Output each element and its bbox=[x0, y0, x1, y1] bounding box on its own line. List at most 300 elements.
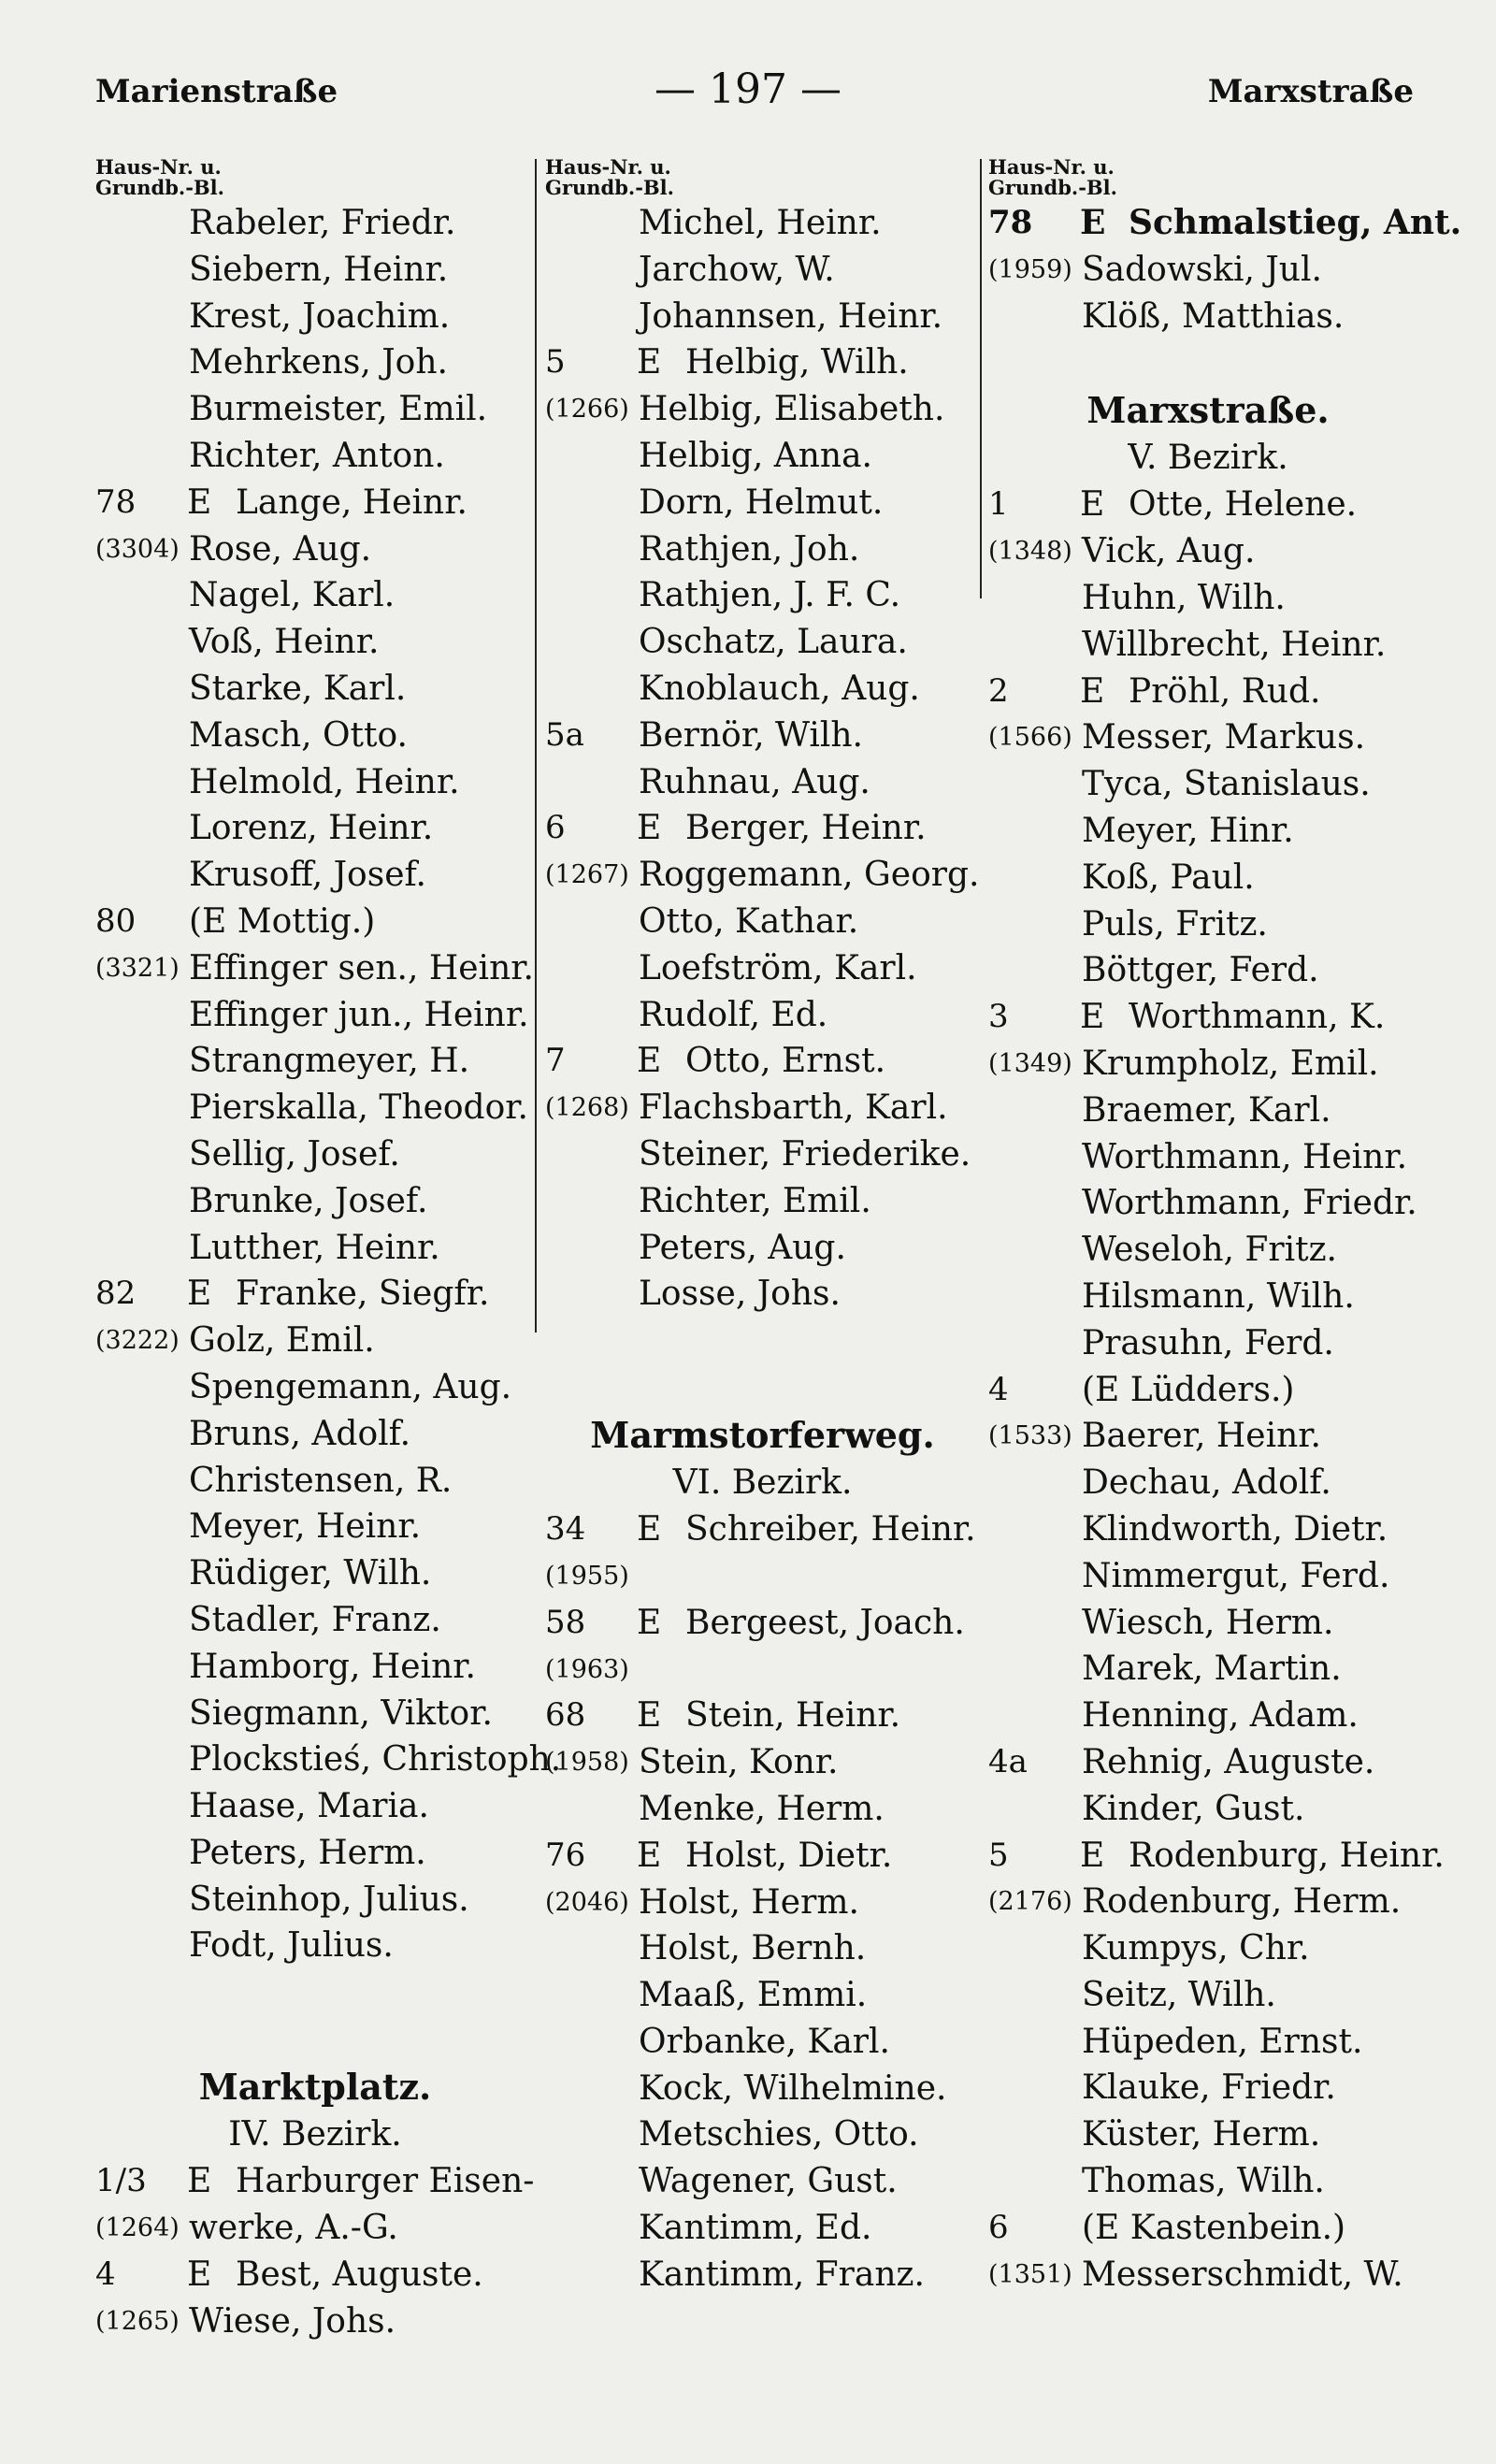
owner-marker: E bbox=[1080, 203, 1106, 242]
resident-name: Rudolf, Ed. bbox=[639, 995, 828, 1034]
resident-name: Prasuhn, Ferd. bbox=[1082, 1323, 1334, 1362]
directory-entry bbox=[988, 2065, 1428, 2111]
directory-entry bbox=[545, 1178, 980, 1225]
resident-name: Loefström, Karl. bbox=[639, 948, 917, 987]
directory-entry bbox=[988, 1320, 1428, 1367]
owner-marker: E bbox=[637, 809, 662, 848]
resident-name: Best, Auguste. bbox=[236, 2255, 483, 2294]
directory-entry bbox=[545, 1038, 980, 1085]
directory-entry bbox=[988, 808, 1428, 855]
directory-entry bbox=[95, 899, 535, 945]
land-register-number: (2176) bbox=[988, 1887, 1072, 1917]
land-register-number: (1348) bbox=[988, 537, 1072, 567]
land-register-number: (3222) bbox=[95, 1326, 180, 1356]
directory-entry bbox=[988, 1413, 1428, 1460]
resident-name: Braemer, Karl. bbox=[1082, 1090, 1331, 1130]
entry-list bbox=[545, 1506, 980, 2298]
resident-name: Effinger jun., Heinr. bbox=[189, 995, 529, 1034]
directory-entry bbox=[545, 1833, 980, 1880]
resident-name: Otte, Helene. bbox=[1129, 485, 1358, 525]
resident-name: (E Mottig.) bbox=[189, 901, 376, 941]
resident-name: Rodenburg, Herm. bbox=[1082, 1882, 1402, 1922]
directory-entry bbox=[95, 339, 535, 386]
resident-name: Holst, Bernh. bbox=[639, 1929, 867, 1968]
directory-entry bbox=[95, 1085, 535, 1131]
owner-marker: E bbox=[1080, 998, 1105, 1037]
resident-name: Rathjen, Joh. bbox=[639, 529, 860, 569]
directory-entry bbox=[988, 482, 1428, 528]
column-rule-2 bbox=[980, 159, 982, 598]
directory-entry bbox=[545, 1786, 980, 1833]
resident-name: Worthmann, K. bbox=[1129, 998, 1386, 1037]
directory-entry bbox=[988, 761, 1428, 808]
house-number: 82 bbox=[95, 1275, 137, 1313]
house-number: 34 bbox=[545, 1510, 586, 1549]
resident-name: Siebern, Heinr. bbox=[189, 250, 449, 289]
directory-entry bbox=[95, 2205, 535, 2252]
directory-entry bbox=[545, 526, 980, 573]
resident-name: Krusoff, Josef. bbox=[189, 856, 426, 895]
directory-entry bbox=[95, 666, 535, 713]
resident-name: Siegmann, Viktor. bbox=[189, 1693, 493, 1733]
resident-name: Seitz, Wilh. bbox=[1082, 1975, 1276, 2014]
resident-name: Menke, Herm. bbox=[639, 1789, 885, 1828]
directory-entry bbox=[95, 1458, 535, 1505]
land-register-number: (1265) bbox=[95, 2306, 180, 2336]
resident-name: Golz, Emil. bbox=[189, 1321, 375, 1361]
directory-entry bbox=[988, 1506, 1428, 1553]
directory-entry bbox=[988, 855, 1428, 901]
resident-name: Peters, Aug. bbox=[639, 1228, 846, 1267]
house-number: 4 bbox=[95, 2255, 116, 2293]
running-head-left: Marienstraße bbox=[95, 73, 338, 110]
resident-name: Masch, Otto. bbox=[189, 715, 408, 755]
resident-name: Henning, Adam. bbox=[1082, 1696, 1359, 1736]
owner-marker: E bbox=[637, 343, 662, 382]
directory-entry bbox=[95, 1830, 535, 1877]
directory-entry bbox=[95, 1271, 535, 1318]
owner-marker: E bbox=[1080, 671, 1105, 711]
directory-entry bbox=[95, 2298, 535, 2345]
resident-name: Maaß, Emmi. bbox=[639, 1976, 868, 2015]
entry-list bbox=[95, 2158, 535, 2344]
house-number: 5 bbox=[545, 343, 566, 382]
directory-entry bbox=[545, 1225, 980, 1272]
directory-entry bbox=[988, 669, 1428, 715]
directory-entry bbox=[95, 200, 535, 247]
house-number: 68 bbox=[545, 1696, 586, 1735]
resident-name: Messerschmidt, W. bbox=[1082, 2255, 1403, 2294]
owner-marker: E bbox=[187, 2255, 212, 2294]
resident-name: Worthmann, Heinr. bbox=[1082, 1137, 1408, 1176]
directory-entry bbox=[545, 1925, 980, 1972]
directory-entry bbox=[988, 1972, 1428, 2019]
directory-entry bbox=[988, 575, 1428, 622]
directory-entry bbox=[95, 1923, 535, 1969]
directory-entry bbox=[988, 1367, 1428, 1414]
column-1 bbox=[95, 155, 562, 2344]
directory-entry bbox=[95, 1736, 562, 1783]
directory-entry bbox=[545, 2205, 980, 2252]
resident-name: Klöß, Matthias. bbox=[1082, 296, 1345, 336]
resident-name: Losse, Johs. bbox=[639, 1275, 841, 1314]
resident-name: Voß, Heinr. bbox=[189, 623, 380, 662]
directory-entry bbox=[545, 247, 980, 294]
resident-name: Rathjen, J. F. C. bbox=[639, 576, 901, 615]
resident-name: Sadowski, Jul. bbox=[1082, 250, 1322, 289]
resident-name: Lorenz, Heinr. bbox=[189, 809, 434, 848]
directory-entry bbox=[545, 2066, 980, 2112]
land-register-number: (2046) bbox=[545, 1887, 629, 1917]
directory-entry bbox=[545, 619, 980, 666]
owner-marker: E bbox=[1080, 485, 1105, 525]
resident-name: Hilsmann, Wilh. bbox=[1082, 1276, 1355, 1316]
directory-entry bbox=[95, 1597, 535, 1644]
directory-entry bbox=[95, 1644, 535, 1691]
column-3 bbox=[988, 155, 1462, 2298]
street-title: Marmstorferweg. bbox=[590, 1414, 935, 1457]
directory-entry bbox=[988, 1460, 1428, 1506]
resident-name: Wiesch, Herm. bbox=[1082, 1603, 1334, 1642]
directory-entry bbox=[545, 945, 980, 992]
resident-name: Roggemann, Georg. bbox=[639, 856, 980, 895]
directory-entry bbox=[545, 1739, 980, 1786]
resident-name: Worthmann, Friedr. bbox=[1082, 1184, 1417, 1223]
house-number: 76 bbox=[545, 1836, 586, 1874]
resident-name: Lange, Heinr. bbox=[236, 483, 468, 522]
resident-name: Thomas, Wilh. bbox=[1082, 2162, 1325, 2201]
land-register-number: (1959) bbox=[988, 254, 1072, 284]
directory-entry bbox=[988, 1739, 1428, 1786]
resident-name: Fodt, Julius. bbox=[189, 1926, 394, 1966]
page-number: — 197 — bbox=[654, 65, 842, 113]
resident-name: Helbig, Wilh. bbox=[685, 343, 909, 382]
resident-name: Bergeest, Joach. bbox=[685, 1603, 965, 1642]
resident-name: Knoblauch, Aug. bbox=[639, 669, 920, 708]
house-number: 4a bbox=[988, 1742, 1028, 1780]
directory-entry bbox=[988, 1274, 1428, 1320]
directory-entry bbox=[545, 339, 980, 386]
directory-entry bbox=[95, 1783, 535, 1830]
directory-entry bbox=[988, 622, 1428, 669]
resident-name: Steinhop, Julius. bbox=[189, 1880, 469, 1919]
resident-name: Otto, Ernst. bbox=[685, 1042, 886, 1081]
directory-entry bbox=[95, 2252, 535, 2298]
directory-entry bbox=[95, 759, 535, 806]
district-label: IV. Bezirk. bbox=[228, 2115, 402, 2154]
owner-marker: E bbox=[637, 1696, 662, 1736]
resident-name: Schmalstieg, Ant. bbox=[1129, 203, 1462, 242]
directory-entry bbox=[545, 1693, 980, 1739]
land-register-number: (1566) bbox=[988, 723, 1072, 753]
land-register-number: (1349) bbox=[988, 1048, 1072, 1078]
resident-name: Haase, Maria. bbox=[189, 1787, 429, 1826]
resident-name: Klauke, Friedr. bbox=[1082, 2068, 1336, 2108]
house-number: 1 bbox=[988, 485, 1009, 524]
resident-name: Otto, Kathar. bbox=[639, 901, 859, 941]
land-register-number: (1533) bbox=[988, 1421, 1072, 1451]
directory-entry bbox=[95, 247, 535, 294]
directory-entry bbox=[545, 2111, 980, 2158]
directory-entry bbox=[95, 1225, 535, 1272]
directory-entry bbox=[545, 1600, 980, 1647]
land-register-number: (1264) bbox=[95, 2213, 180, 2243]
resident-name: Pröhl, Rud. bbox=[1129, 671, 1321, 711]
resident-name: Burmeister, Emil. bbox=[189, 390, 488, 429]
resident-name: Vick, Aug. bbox=[1082, 532, 1256, 571]
directory-entry bbox=[988, 247, 1428, 294]
house-number: 6 bbox=[545, 809, 566, 847]
directory-entry bbox=[545, 200, 980, 247]
directory-entry bbox=[988, 1088, 1428, 1134]
resident-name: Peters, Herm. bbox=[189, 1833, 426, 1872]
directory-entry bbox=[95, 852, 535, 899]
resident-name: Rüdiger, Wilh. bbox=[189, 1554, 432, 1593]
resident-name: Rose, Aug. bbox=[189, 529, 372, 569]
directory-entry bbox=[545, 1506, 980, 1553]
directory-entry bbox=[545, 1880, 980, 1926]
owner-marker: E bbox=[637, 1510, 662, 1549]
directory-entry bbox=[95, 572, 535, 619]
resident-name: Meyer, Hinr. bbox=[1082, 811, 1294, 850]
directory-entry bbox=[545, 2019, 980, 2066]
resident-name: Dechau, Adolf. bbox=[1082, 1463, 1331, 1503]
resident-name: Koß, Paul. bbox=[1082, 857, 1255, 897]
resident-name: Huhn, Wilh. bbox=[1082, 578, 1286, 617]
owner-marker: E bbox=[187, 2162, 212, 2201]
resident-name: Hamborg, Heinr. bbox=[189, 1647, 476, 1686]
directory-entry bbox=[545, 572, 980, 619]
directory-entry bbox=[95, 1318, 535, 1364]
directory-entry bbox=[95, 713, 535, 759]
owner-marker: E bbox=[637, 1836, 662, 1875]
resident-name: Berger, Heinr. bbox=[685, 809, 927, 848]
resident-name: Pierskalla, Theodor. bbox=[189, 1088, 528, 1128]
page-header bbox=[0, 65, 1496, 122]
directory-entry bbox=[545, 1553, 980, 1600]
land-register-number: (1266) bbox=[545, 395, 629, 425]
resident-name: Baerer, Heinr. bbox=[1082, 1417, 1321, 1456]
resident-name: Nagel, Karl. bbox=[189, 576, 396, 615]
resident-name: Michel, Heinr. bbox=[639, 204, 882, 242]
directory-entry bbox=[545, 1972, 980, 2019]
directory-entry bbox=[545, 805, 980, 852]
resident-name: Christensen, R. bbox=[189, 1461, 453, 1500]
house-number: 6 bbox=[988, 2208, 1009, 2246]
resident-name: Rehnig, Auguste. bbox=[1082, 1742, 1375, 1781]
directory-entry bbox=[545, 1271, 980, 1318]
resident-name: Starke, Karl. bbox=[189, 669, 407, 708]
directory-entry bbox=[988, 947, 1428, 994]
resident-name: Stein, Konr. bbox=[639, 1743, 839, 1782]
directory-entry bbox=[988, 901, 1428, 948]
directory-entry bbox=[95, 2158, 535, 2205]
directory-entry bbox=[988, 1041, 1428, 1088]
entry-list bbox=[545, 200, 980, 1318]
resident-name: Holst, Dietr. bbox=[685, 1836, 893, 1875]
directory-entry bbox=[95, 1504, 535, 1550]
resident-name: Meyer, Heinr. bbox=[189, 1507, 422, 1547]
directory-entry bbox=[545, 759, 980, 806]
directory-entry bbox=[545, 852, 980, 899]
directory-entry bbox=[988, 1879, 1428, 1925]
owner-marker: E bbox=[187, 483, 212, 522]
resident-name: Steiner, Friederike. bbox=[639, 1134, 971, 1174]
directory-entry bbox=[95, 992, 535, 1039]
resident-name: Effinger sen., Heinr. bbox=[189, 948, 534, 987]
directory-entry bbox=[545, 294, 980, 340]
house-number: 5 bbox=[988, 1836, 1009, 1874]
directory-entry bbox=[988, 994, 1428, 1041]
directory-entry bbox=[95, 480, 535, 526]
land-register-number: (1268) bbox=[545, 1093, 629, 1123]
directory-entry bbox=[988, 714, 1428, 761]
resident-name: Strangmeyer, H. bbox=[189, 1042, 470, 1081]
owner-marker: E bbox=[637, 1042, 662, 1081]
directory-entry bbox=[988, 1925, 1428, 1972]
resident-name: Richter, Emil. bbox=[639, 1181, 871, 1220]
directory-entry bbox=[988, 2205, 1428, 2252]
resident-name: Sellig, Josef. bbox=[189, 1134, 400, 1174]
resident-name: Schreiber, Heinr. bbox=[685, 1510, 976, 1549]
directory-entry bbox=[988, 2111, 1428, 2158]
directory-entry bbox=[988, 1646, 1428, 1693]
resident-name: Flachsbarth, Karl. bbox=[639, 1088, 948, 1128]
column-heading: Haus-Nr. u. Grundb.-Bl. bbox=[545, 155, 674, 199]
directory-entry bbox=[988, 1227, 1428, 1274]
resident-name: Bernör, Wilh. bbox=[639, 715, 863, 755]
house-number: 3 bbox=[988, 998, 1009, 1036]
directory-entry bbox=[95, 1550, 535, 1597]
resident-name: Johannsen, Heinr. bbox=[639, 296, 943, 336]
house-number: 7 bbox=[545, 1042, 566, 1080]
directory-entry bbox=[988, 2019, 1428, 2066]
resident-name: Helbig, Anna. bbox=[639, 436, 872, 475]
resident-name: Küster, Herm. bbox=[1082, 2115, 1321, 2154]
entry-list bbox=[95, 200, 562, 1969]
directory-entry bbox=[95, 294, 535, 340]
resident-name: Helbig, Elisabeth. bbox=[639, 390, 945, 429]
directory-entry bbox=[545, 2158, 980, 2205]
resident-name: Dorn, Helmut. bbox=[639, 483, 884, 522]
directory-entry bbox=[988, 2252, 1428, 2298]
directory-entry bbox=[95, 1691, 535, 1737]
owner-marker: E bbox=[187, 1275, 212, 1314]
column-rule-1 bbox=[535, 159, 537, 1333]
directory-entry bbox=[95, 1131, 535, 1178]
district-label: VI. Bezirk. bbox=[672, 1463, 853, 1503]
resident-name: Kock, Wilhelmine. bbox=[639, 2068, 947, 2108]
resident-name: Messer, Markus. bbox=[1082, 718, 1366, 757]
resident-name: Puls, Fritz. bbox=[1082, 904, 1268, 944]
land-register-number: (1963) bbox=[545, 1654, 629, 1684]
street-title: Marxstraße. bbox=[1086, 389, 1330, 432]
owner-marker: E bbox=[637, 1603, 662, 1642]
resident-name: Brunke, Josef. bbox=[189, 1181, 428, 1220]
resident-name: (E Kastenbein.) bbox=[1082, 2208, 1346, 2247]
directory-entry bbox=[988, 2158, 1428, 2205]
directory-entry bbox=[95, 433, 535, 480]
directory-entry bbox=[95, 1038, 535, 1085]
column-2 bbox=[545, 157, 980, 2298]
resident-name: Helmold, Heinr. bbox=[189, 762, 460, 801]
resident-name: Weseloh, Fritz. bbox=[1082, 1231, 1337, 1270]
directory-entry bbox=[545, 1647, 980, 1693]
resident-name: Orbanke, Karl. bbox=[639, 2022, 890, 2061]
resident-name: Wiese, Johs. bbox=[189, 2301, 396, 2341]
resident-name: Mehrkens, Joh. bbox=[189, 343, 448, 382]
land-register-number: (1955) bbox=[545, 1561, 629, 1591]
resident-name: Marek, Martin. bbox=[1082, 1650, 1342, 1689]
directory-entry bbox=[988, 1134, 1428, 1181]
directory-entry bbox=[988, 1833, 1445, 1880]
directory-entry bbox=[988, 1600, 1428, 1647]
house-number: 4 bbox=[988, 1370, 1009, 1408]
resident-name: Bruns, Adolf. bbox=[189, 1414, 411, 1453]
resident-name: Kinder, Gust. bbox=[1082, 1789, 1305, 1828]
directory-entry bbox=[988, 1693, 1428, 1739]
resident-name: Kumpys, Chr. bbox=[1082, 1929, 1310, 1968]
resident-name: Kantimm, Ed. bbox=[639, 2209, 872, 2248]
resident-name: Oschatz, Laura. bbox=[639, 623, 908, 662]
resident-name: Ruhnau, Aug. bbox=[639, 762, 870, 801]
entry-list bbox=[988, 482, 1445, 2298]
entry-list bbox=[988, 200, 1462, 339]
land-register-number: (3321) bbox=[95, 953, 180, 983]
owner-marker: E bbox=[1080, 1836, 1105, 1875]
directory-entry bbox=[95, 1178, 535, 1225]
resident-name: Rabeler, Friedr. bbox=[189, 204, 456, 242]
directory-entry bbox=[545, 433, 980, 480]
directory-entry bbox=[95, 386, 535, 433]
house-number: 78 bbox=[95, 483, 137, 521]
directory-entry bbox=[95, 1411, 535, 1458]
resident-name: Stein, Heinr. bbox=[685, 1696, 901, 1736]
directory-entry bbox=[95, 1877, 535, 1924]
resident-name: Klindworth, Dietr. bbox=[1082, 1509, 1388, 1549]
column-heading: Haus-Nr. u. Grundb.-Bl. bbox=[988, 155, 1117, 199]
land-register-number: (1267) bbox=[545, 860, 629, 890]
directory-entry bbox=[988, 528, 1428, 575]
resident-name: Metschies, Otto. bbox=[639, 2115, 919, 2154]
district-label: V. Bezirk. bbox=[1128, 439, 1288, 478]
running-head-right: Marxstraße bbox=[1207, 73, 1414, 110]
house-number: 58 bbox=[545, 1603, 586, 1641]
resident-name: Wagener, Gust. bbox=[639, 2162, 898, 2201]
directory-entry bbox=[545, 1085, 980, 1131]
land-register-number: (1351) bbox=[988, 2259, 1072, 2289]
resident-name: Rodenburg, Heinr. bbox=[1129, 1836, 1445, 1875]
directory-entry bbox=[988, 1786, 1428, 1833]
resident-name: Plockstieś, Christoph. bbox=[189, 1740, 562, 1780]
directory-entry bbox=[545, 713, 980, 759]
directory-entry bbox=[545, 899, 980, 945]
house-number: 1/3 bbox=[95, 2162, 147, 2200]
street-title: Marktplatz. bbox=[198, 2066, 432, 2109]
resident-name: (E Lüdders.) bbox=[1082, 1370, 1295, 1409]
directory-entry bbox=[545, 480, 980, 526]
resident-name: Krumpholz, Emil. bbox=[1082, 1044, 1379, 1083]
resident-name: Holst, Herm. bbox=[639, 1882, 859, 1922]
directory-entry bbox=[545, 992, 980, 1039]
land-register-number: (3304) bbox=[95, 534, 180, 564]
resident-name: Hüpeden, Ernst. bbox=[1082, 2022, 1363, 2061]
resident-name: Franke, Siegfr. bbox=[236, 1275, 490, 1314]
resident-name: Richter, Anton. bbox=[189, 436, 445, 475]
directory-entry bbox=[95, 619, 535, 666]
directory-entry bbox=[988, 1180, 1428, 1227]
directory-entry bbox=[545, 386, 980, 433]
